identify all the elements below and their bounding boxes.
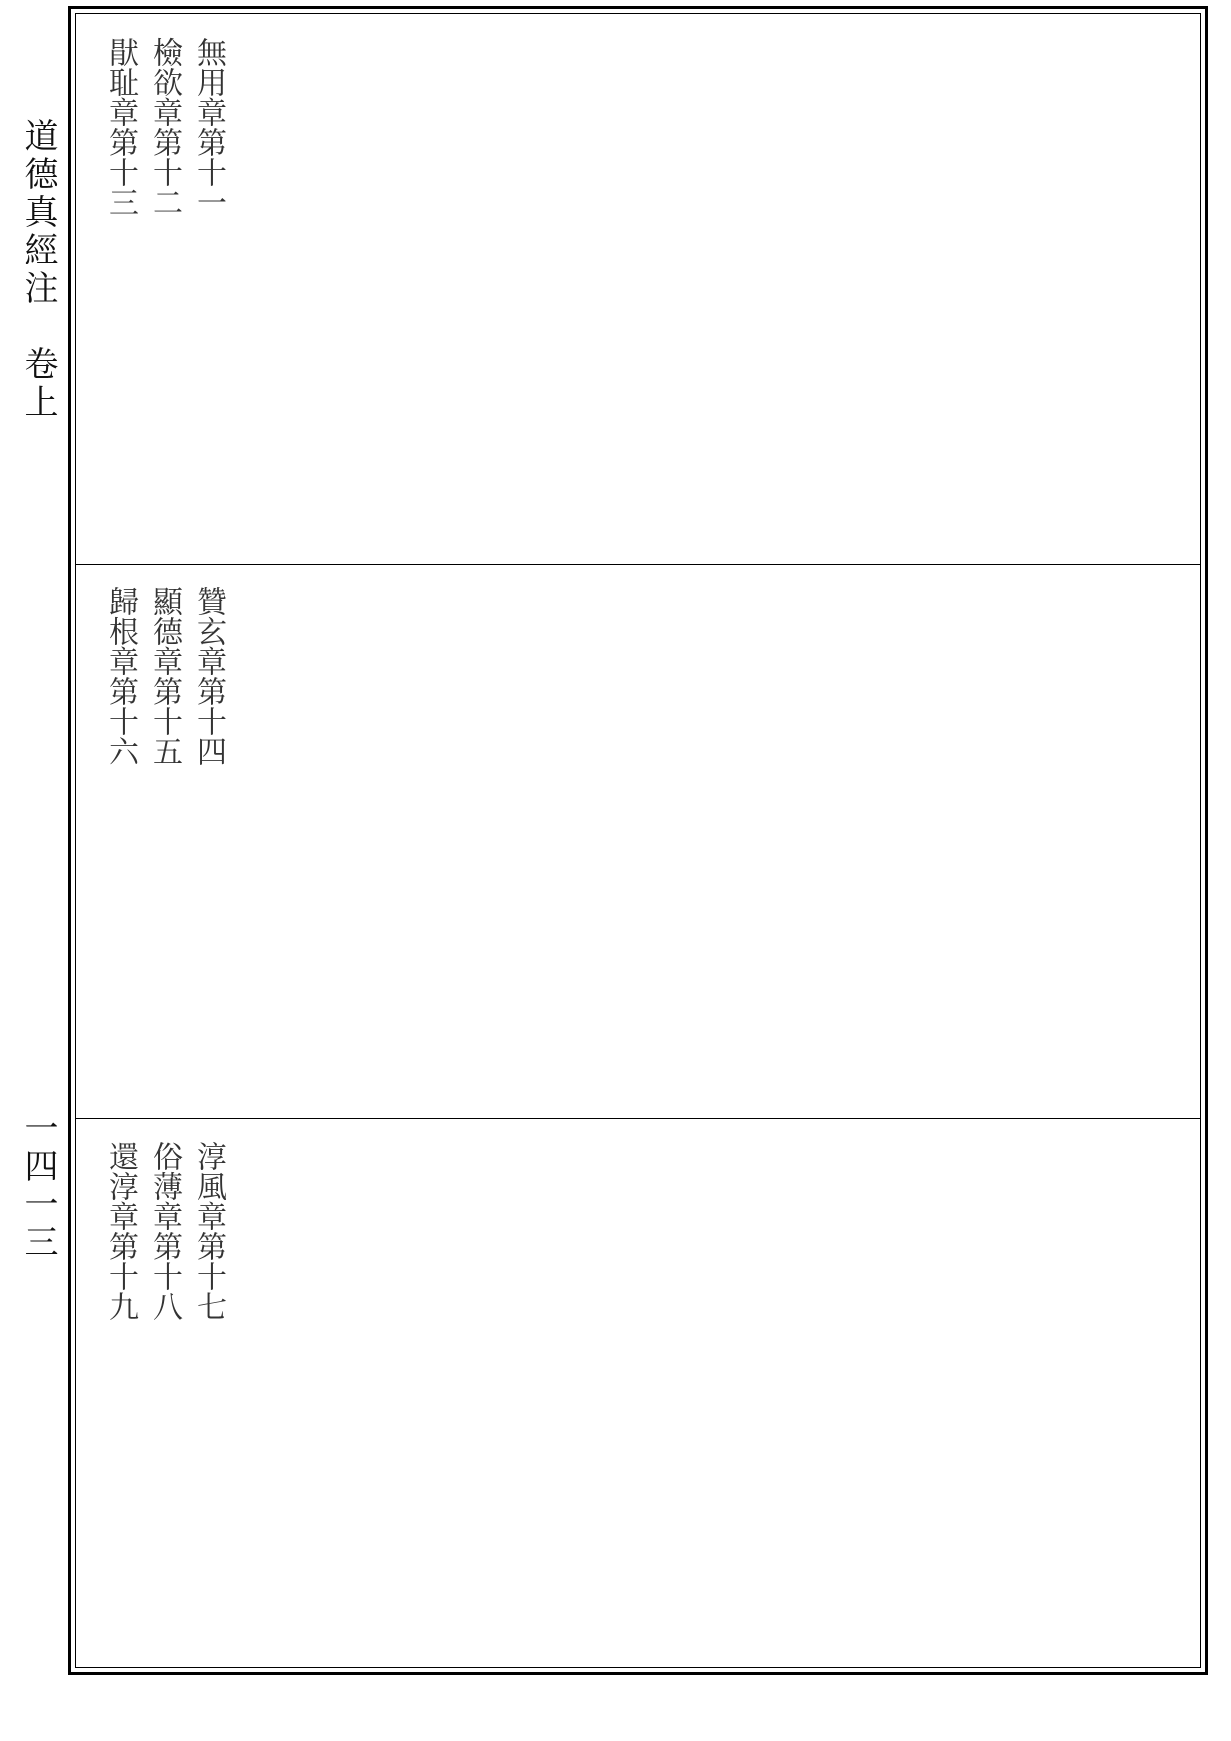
page-frame — [68, 6, 1208, 1675]
chapter-heading: 淳風章第十七 — [191, 1141, 226, 1321]
side-page-number: 一四一三 — [18, 1110, 58, 1262]
section-middle — [78, 566, 1198, 1116]
chapter-heading-list — [98, 37, 230, 217]
chapter-heading: 贊玄章第十四 — [191, 586, 226, 766]
chapter-heading: 無用章第十一 — [191, 37, 226, 217]
divider-rule — [75, 1118, 1201, 1119]
divider-rule — [75, 564, 1201, 565]
chapter-heading-list — [98, 1141, 230, 1321]
section-top — [78, 17, 1198, 562]
chapter-heading: 還淳章第十九 — [103, 1141, 138, 1321]
chapter-heading: 顯德章第十五 — [147, 586, 182, 766]
chapter-heading: 俗薄章第十八 — [147, 1141, 182, 1321]
section-bottom — [78, 1121, 1198, 1666]
chapter-heading-list — [98, 586, 230, 766]
chapter-heading: 檢欲章第十二 — [147, 37, 182, 217]
side-title: 道德真經注 卷上 — [18, 118, 58, 422]
chapter-heading: 猒耻章第十三 — [103, 37, 138, 217]
chapter-heading: 歸根章第十六 — [103, 586, 138, 766]
